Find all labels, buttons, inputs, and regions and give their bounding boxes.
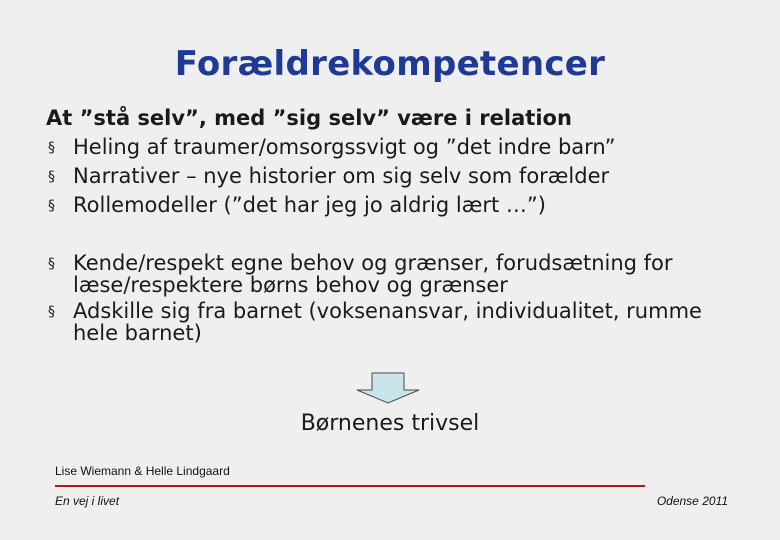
footer-left-text: En vej i livet [55, 494, 120, 508]
section-heading: At ”stå selv”, med ”sig selv” være i relation [46, 106, 572, 130]
list-item-text: Adskille sig fra barnet (voksenansvar, individualitet, rumme hele barnet) [73, 299, 702, 345]
footer-divider [55, 485, 645, 487]
result-text: Børnenes trivsel [300, 411, 480, 436]
bullet-icon: § [48, 198, 55, 214]
footer-right-text: Odense 2011 [656, 494, 728, 508]
list-item-text: Narrativer – nye historier om sig selv som forælder [73, 164, 610, 188]
bullet-icon: § [48, 256, 55, 272]
list-item [46, 194, 746, 216]
bullet-list-1 [46, 136, 746, 223]
list-item [46, 136, 746, 158]
list-item [46, 252, 746, 296]
list-item-text: Heling af traumer/omsorgssvigt og ”det indre barn” [73, 135, 616, 159]
list-item [46, 165, 746, 187]
bullet-icon: § [48, 140, 55, 156]
down-arrow-icon [356, 372, 420, 404]
bullet-list-2 [46, 252, 746, 348]
footer-authors: Lise Wiemann & Helle Lindgaard [55, 464, 230, 478]
bullet-icon: § [48, 169, 55, 185]
list-item-text: Kende/respekt egne behov og grænser, forudsætning for læse/respektere børns behov og grænser [73, 251, 673, 297]
slide-title: Forældrekompetencer [174, 44, 606, 84]
bullet-icon: § [48, 304, 55, 320]
list-item [46, 300, 746, 344]
list-item-text: Rollemodeller (”det har jeg jo aldrig lært …”) [73, 193, 546, 217]
